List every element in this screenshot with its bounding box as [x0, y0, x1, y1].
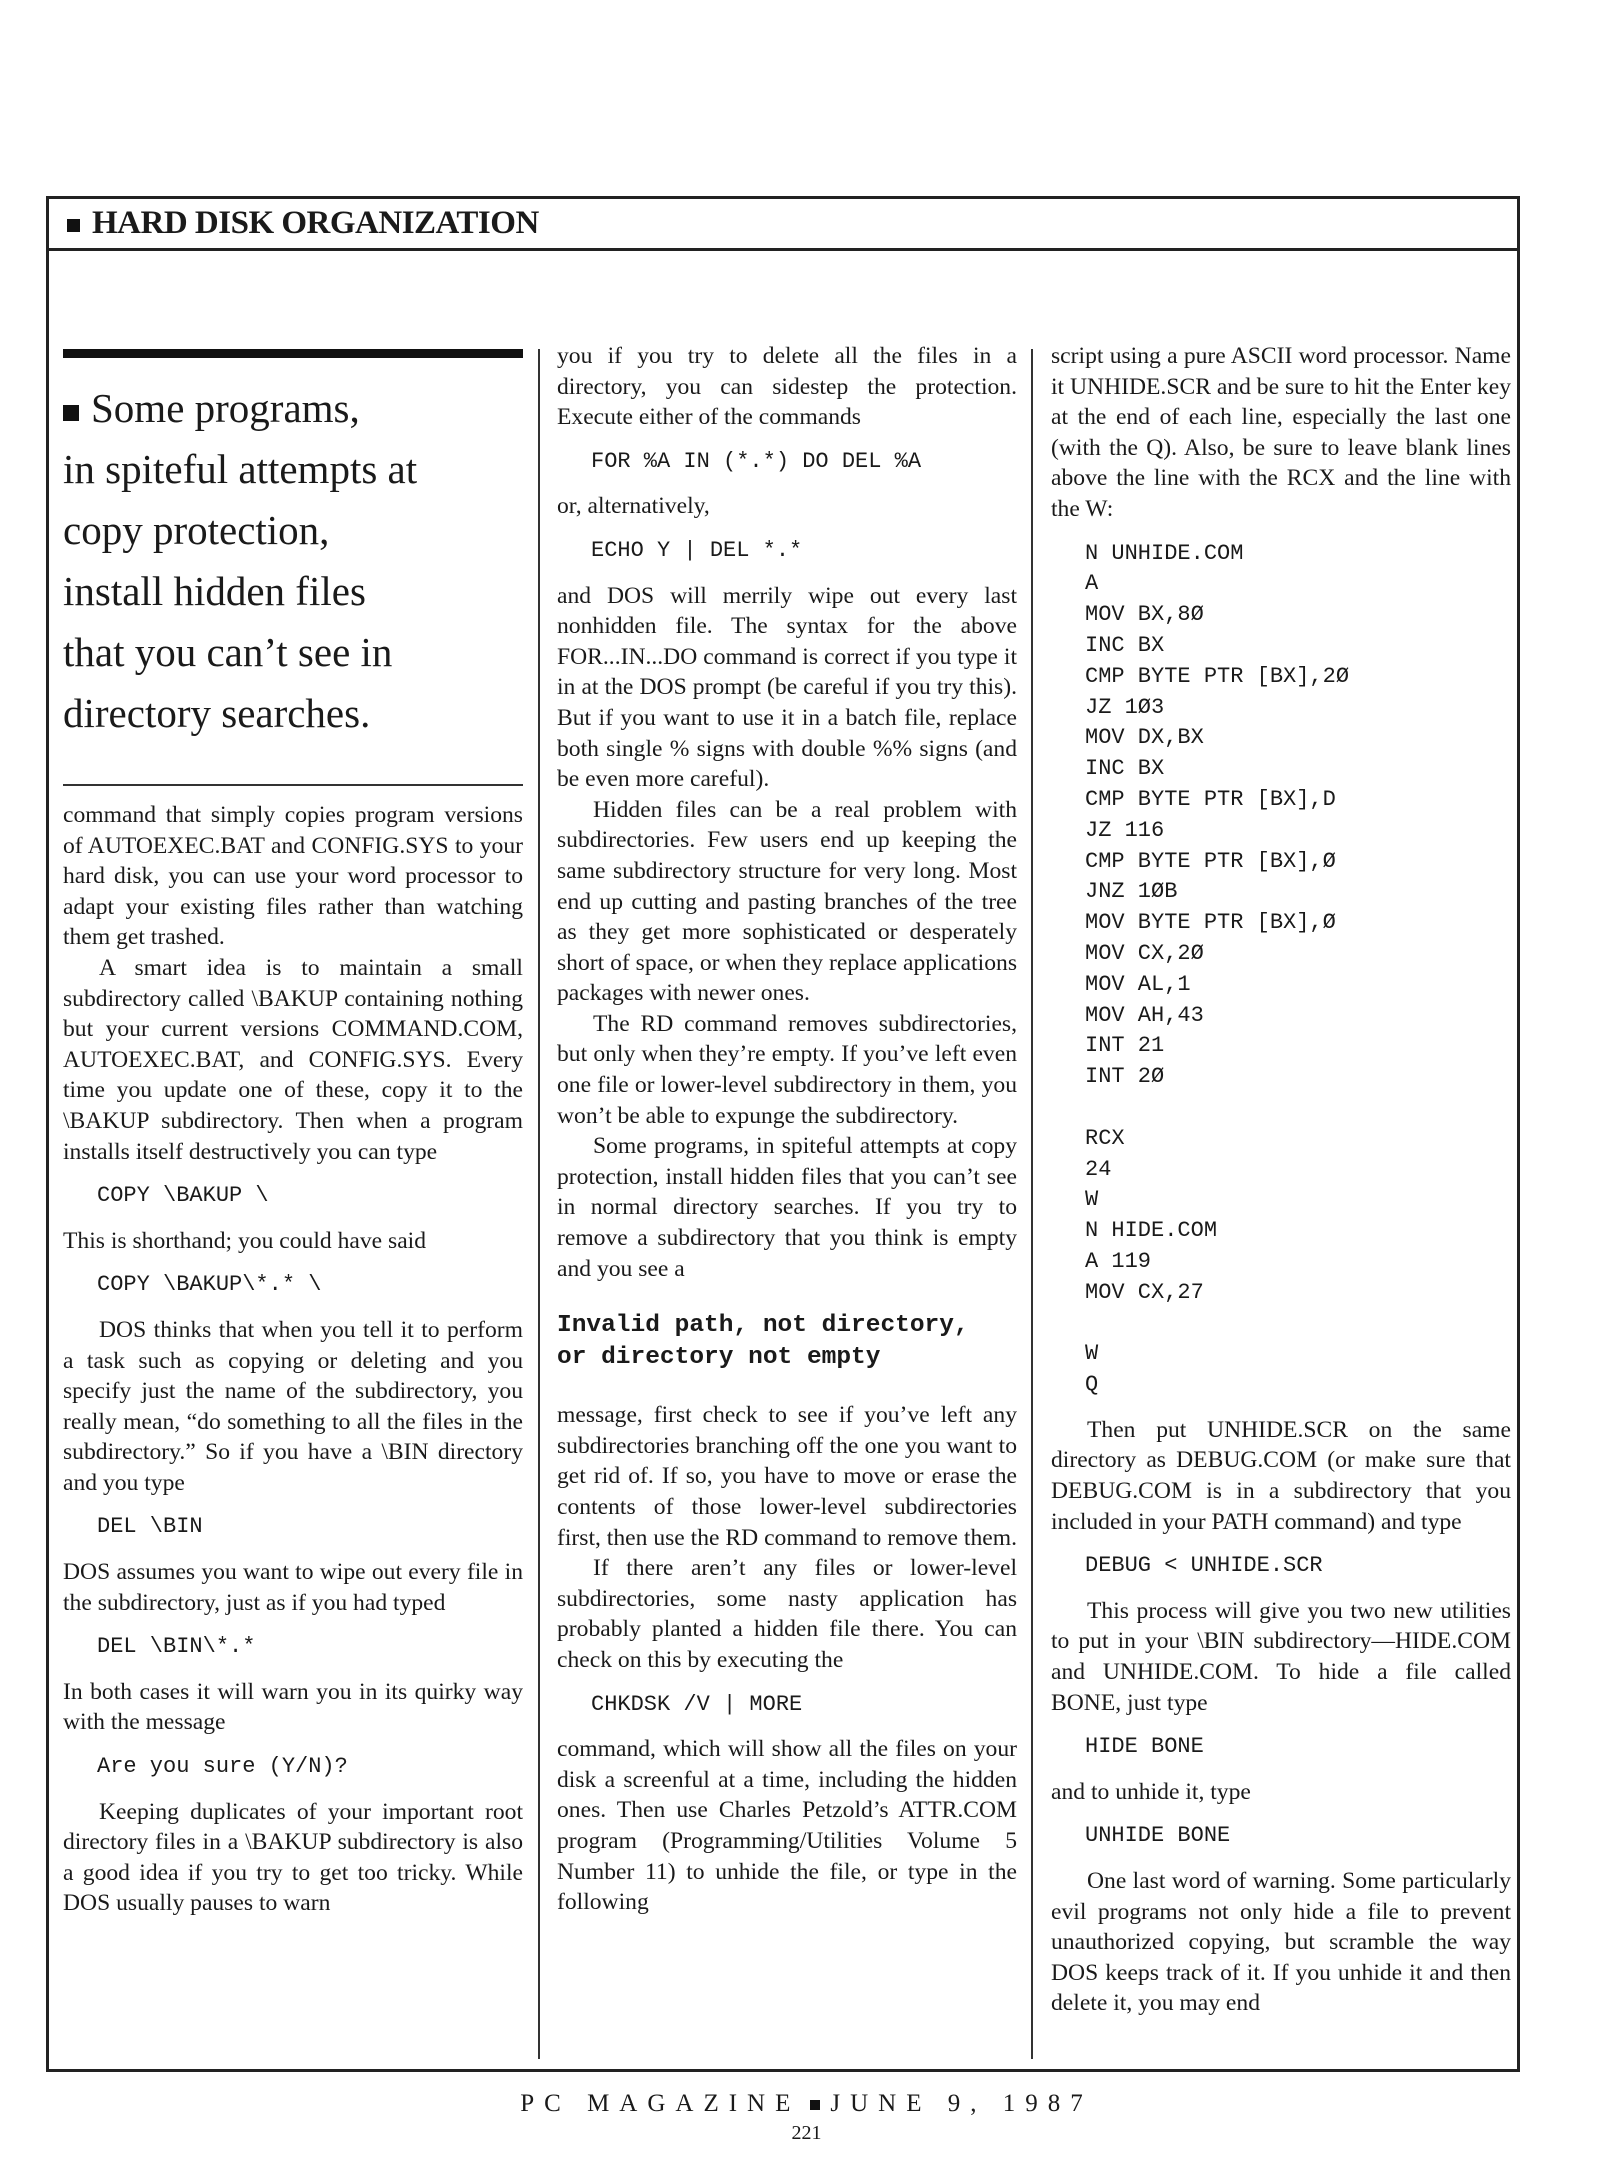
- section-header: [49, 199, 1517, 251]
- header-bullet-icon: [67, 219, 80, 232]
- pull-quote-line-3: copy protection,: [63, 507, 330, 553]
- debug-script-code: N UNHIDE.COM A MOV BX,8Ø INC BX CMP BYTE PTR [BX],2Ø JZ 1Ø3 MOV DX,BX INC BX CMP BYTE PTR [BX],D JZ 116 CMP BYTE PTR [BX],Ø JNZ 1ØB MOV BYTE PTR [BX],Ø MOV CX,2Ø MOV AL,1 MOV AH,43 INT 21 INT 2Ø RCX 24 W N HIDE.COM A 119 MOV CX,27 W Q: [1085, 540, 1350, 1398]
- code-line: DEL \BIN\*.*: [97, 1634, 256, 1660]
- paragraph: A smart idea is to maintain a small subdirectory called \BAKUP containing nothing but your current versions COMMAND.COM, AUTOEXEC.BAT, and CONFIG.SYS. Every time you update one of these, copy it to the \BAKUP subdirectory. Then when a program installs itself destructively you can type: [63, 954, 523, 1165]
- footer-date: JUNE 9, 1987: [830, 2090, 1093, 2117]
- paragraph: or, alternatively,: [557, 493, 710, 520]
- paragraph: message, first check to see if you’ve left any subdirectories branching off the one you want to get rid of. If so, you have to move or erase the contents of those lower-level subdirectories first, then use the RD command to remove them.: [557, 1402, 1017, 1551]
- footer-separator-icon: [810, 2100, 820, 2110]
- code-line: DEBUG < UNHIDE.SCR: [1085, 1553, 1323, 1579]
- paragraph: Hidden files can be a real problem with subdirectories. Few users end up keeping the same subdirectory structure for very long. Most end up cutting and pasting branches of the tree as they get more sophisticated or desperately short of space, or when they replace applications packages with newer ones.: [557, 796, 1017, 1007]
- column-1: [63, 341, 523, 1919]
- paragraph: If there aren’t any files or lower-level subdirectories, some nasty application has probably planted a hidden file there. You can check on this by executing the: [557, 1555, 1017, 1673]
- paragraph: The RD command removes subdirectories, but only when they’re empty. If you’ve left even one file or lower-level subdirectory in them, you won’t be able to expunge the subdirectory.: [557, 1010, 1017, 1129]
- header-title: HARD DISK ORGANIZATION: [92, 205, 539, 241]
- article-frame: [46, 196, 1520, 2072]
- paragraph: One last word of warning. Some particularly evil programs not only hide a file to prevent unauthorized copying, but scramble the way DOS keeps track of it. If you unhide it and then delete it, you may end: [1051, 1868, 1511, 2017]
- pull-quote-bullet-icon: [63, 405, 79, 421]
- code-line: ECHO Y | DEL *.*: [591, 537, 803, 563]
- paragraph: DOS thinks that when you tell it to perform a task such as copying or deleting and you specify just the name of the subdirectory, you really mean, “do something to all the files in the subdirectory.” So if you have a \BIN directory and you type: [63, 1316, 523, 1496]
- code-line: CHKDSK /V | MORE: [591, 1691, 803, 1717]
- paragraph: you if you try to delete all the files in a directory, you can sidestep the protection. Execute either of the commands: [557, 343, 1017, 431]
- pull-quote-line-2: in spiteful attempts at: [63, 446, 418, 492]
- pull-quote-line-6: directory searches.: [63, 690, 371, 736]
- page-number: 221: [791, 2122, 822, 2144]
- error-message-code: Invalid path, not directory, or directory not empty: [557, 1312, 969, 1372]
- paragraph: This is shorthand; you could have said: [63, 1227, 427, 1254]
- pull-quote: [63, 349, 523, 786]
- column-2: [557, 341, 1017, 1918]
- code-line: UNHIDE BONE: [1085, 1823, 1231, 1849]
- column-divider: [538, 349, 540, 2059]
- paragraph: command, which will show all the files on your disk a screenful at a time, including the hidden ones. Then use Charles Petzold’s ATTR.COM program (Programming/Utilities Volume 5 Number 11) to unhide the file, or type in the following: [557, 1736, 1017, 1916]
- paragraph: This process will give you two new utilities to put in your \BIN subdirectory—HIDE.COM and UNHIDE.COM. To hide a file called BONE, just type: [1051, 1597, 1511, 1716]
- column-3: [1051, 341, 1511, 2019]
- code-line: DEL \BIN: [97, 1514, 203, 1540]
- paragraph: command that simply copies program versions of AUTOEXEC.BAT and CONFIG.SYS to your hard disk, you can use your word processor to adapt your existing files rather than watching them get trashed.: [63, 802, 523, 951]
- code-line: FOR %A IN (*.*) DO DEL %A: [591, 448, 922, 474]
- paragraph: Then put UNHIDE.SCR on the same directory as DEBUG.COM (or make sure that DEBUG.COM is in a subdirectory that you included in your PATH command) and type: [1051, 1416, 1511, 1535]
- paragraph: DOS assumes you want to wipe out every file in the subdirectory, just as if you had typed: [63, 1559, 523, 1616]
- pull-quote-line-4: install hidden files: [63, 568, 366, 614]
- footer-publication: PC MAGAZINE: [520, 2090, 801, 2117]
- code-line: HIDE BONE: [1085, 1734, 1204, 1760]
- code-line: Are you sure (Y/N)?: [97, 1754, 348, 1780]
- pull-quote-line-1: Some programs,: [63, 378, 523, 439]
- column-divider: [1031, 349, 1033, 2059]
- paragraph: and to unhide it, type: [1051, 1778, 1251, 1805]
- paragraph: Keeping duplicates of your important root directory files in a \BAKUP subdirectory is also a good idea if you try to get too tricky. While DOS usually pauses to warn: [63, 1798, 523, 1917]
- paragraph: Some programs, in spiteful attempts at copy protection, install hidden files that you can’t see in normal directory searches. If you try to remove a subdirectory that you think is empty and you see a: [557, 1133, 1017, 1282]
- paragraph: In both cases it will warn you in its quirky way with the message: [63, 1678, 523, 1736]
- code-line: COPY \BAKUP \: [97, 1183, 269, 1209]
- pull-quote-line-5: that you can’t see in: [63, 629, 393, 675]
- code-line: COPY \BAKUP\*.* \: [97, 1272, 322, 1298]
- header-title-row: [67, 205, 539, 242]
- page-footer: [0, 2090, 1613, 2118]
- paragraph: and DOS will merrily wipe out every last nonhidden file. The syntax for the above FOR...IN...DO command is correct if you type it in at the DOS prompt (be careful if you try this). But if you want to use it in a batch file, replace both single % signs with double %% signs (and be even more careful).: [557, 582, 1017, 793]
- paragraph: script using a pure ASCII word processor. Name it UNHIDE.SCR and be sure to hit the Enter key at the end of each line, especially the last one (with the Q). Also, be sure to leave blank lines above the line with the RCX and the line with the W:: [1051, 343, 1511, 522]
